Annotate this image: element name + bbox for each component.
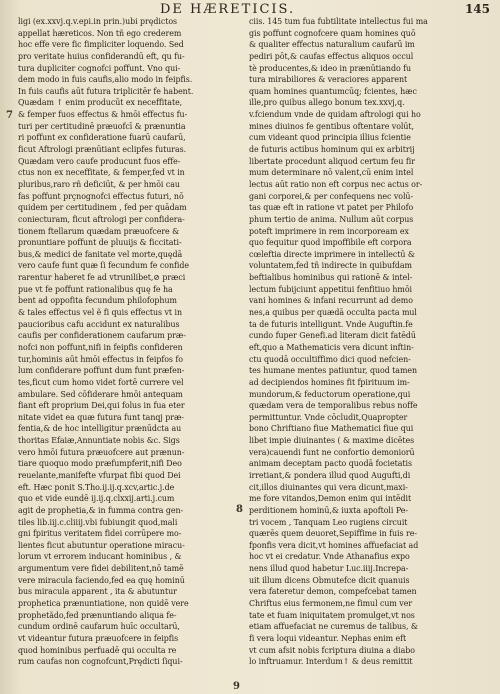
text-line: pue vt fe poffunt rationalibus quę fe ha (18, 284, 173, 294)
text-line: fentia,& de hoc intelligitur prænūdcta au (18, 424, 182, 434)
text-line: argumentum vere fidei debilitent,nō tamē (18, 564, 184, 574)
text-line: nes,a quibus per quædā occulta pacta mul (249, 308, 417, 318)
text-line: fi vera loqui videantur. Nephas enim eft (249, 633, 407, 643)
text-line: mundorum,& feductorum operatione,qui (249, 389, 411, 399)
text-line: tes,ficut cum homo videt fortē currere vel (18, 377, 184, 387)
text-line: tate et fuam iniquitatem promulget,vt nos (249, 610, 415, 620)
marginal-number-9: 9 (233, 681, 240, 692)
text-line: vere miracula faciendo,fed ea quę hominū (18, 575, 185, 585)
text-line: tura mirabiliores & veraciores apparent (249, 75, 408, 85)
text-line: tas quæ eft in ratione vt patet per Philofo (249, 203, 414, 213)
text-line: lo inftruamur. Interdum↑ & deus remittit (249, 657, 413, 667)
left-text-column (18, 16, 236, 668)
marginal-number-7: 7 (6, 110, 13, 121)
text-line: vani homines & infani recurrunt ad demo (249, 296, 413, 306)
text-line: ciis. 145 tum fua fubtilitate intellectus fui ma (249, 17, 428, 26)
text-line: tiles lib.iij.c.cliiij.vbi fubiungit quod,mali (18, 517, 178, 527)
text-line: nens illud quod habetur Luc.iiij.Increpa- (249, 564, 409, 574)
text-line: v.fciendum vnde de quidam aftrologi qui ho (249, 110, 421, 120)
text-line: bono Chriftiano fiue Mathematici fiue qui (249, 424, 414, 434)
text-line: nitate videt ea quæ futura funt tanqj præ- (18, 412, 184, 422)
text-line: tionem ftellarum quædam præuofcere & (18, 226, 180, 236)
text-line: gis poffunt cognofcere quam homines quō (249, 28, 416, 38)
text-line: pluribus,raro rñ deficiūt, & per hmōi cau (18, 179, 180, 189)
page-number: 145 (464, 2, 490, 16)
text-line: lectus aūt ratio non eft corpus nec actus or- (249, 179, 423, 189)
text-line: appellat hæreticos. Non tñ ego crederem (18, 28, 182, 38)
text-line: ta de futuris intelligunt. Vnde Auguftin.fe (249, 319, 413, 329)
text-line: fponfis vera dicit,vt homines affuefaciat ad (249, 540, 419, 550)
text-line: prophetica prænuntiatione, non quidē vere (18, 599, 189, 609)
text-line: tri vocem , Tanquam Leo rugiens circuit (249, 517, 408, 527)
text-line: coniecturam, ficut aftrologi per confidera- (18, 214, 185, 224)
text-line: gani corporei,& per confequens nec volū- (249, 191, 414, 201)
text-line: ri poffunt ex confideratione fuarū caufarū, (18, 133, 186, 143)
text-line: cit,illos diuinantes qui vera dicunt,maxi- (249, 482, 408, 492)
text-line: vera)cauendi funt ne confortio demoniorū (249, 447, 415, 457)
text-line: perditionem hominū,& iuxta apoftoli Pe- (249, 505, 408, 515)
text-line: tes humane mentes patiuntur, quod tamen (249, 366, 418, 376)
text-line: bus miracula apparent , ita & abutuntur (18, 587, 177, 597)
text-line: hoc vt ei credatur. Vnde Athanafius expo (249, 552, 410, 562)
text-line: & femper fuos effectus & hmōi effectus fu- (18, 110, 188, 120)
text-line: quærēs quem deuoret,Sepiffime in fuis re- (249, 529, 417, 539)
right-text-column (249, 16, 477, 668)
text-line: pro veritate huius confiderandū eft, qu fu- (18, 51, 185, 61)
text-line: ficut Aftrologi prænūtiant eclipfes futuras. (18, 145, 187, 155)
text-line: eft. Hæc ponit S.Tho.ij.ij.q.xcv,artic.j.de (18, 482, 175, 492)
text-line: quo fequitur quod impoffibile eft corpora (249, 238, 412, 248)
text-line: tè producentes,& ideo in prænūtiando fu (249, 63, 412, 73)
text-line: turi per certitudinē præuofcī & prænuntia (18, 121, 186, 131)
text-line: Quædam vero caufe producunt fuos effe- (18, 156, 181, 166)
text-line: mines diuinos fe gentibus oftentare volūt, (249, 121, 414, 131)
text-line: lum confiderare poffunt dum funt præfen- (18, 366, 185, 376)
text-line: lientes ficut abutuntur operatione miracu- (18, 540, 185, 550)
text-line: hoc effe vere fic fimpliciter loquendo. Sed (18, 40, 184, 50)
text-line: fas poffunt prçnognofci effectus futuri, nō (18, 191, 184, 201)
text-line: quod hominibus perfuadē qui occulta re (18, 645, 177, 655)
text-line: tiare quoquo modo præfumpferit,nifi Deo (18, 459, 182, 469)
text-line: reuelante,manifefte vfurpat fibi quod Dei (18, 470, 181, 480)
text-line: ad decipiendos homines fit fpirituum im- (249, 377, 410, 387)
text-line: quædam vera de temporalibus rebus noffe (249, 401, 418, 411)
text-line: cum videant quod principia illius fcientie (249, 133, 411, 143)
text-line: agit de prophetia,& in fumma contra gen- (18, 505, 184, 515)
text-line: libertate procedunt aliquod certum feu fir (249, 156, 415, 166)
text-line: ctus non ex neceffitate, & femper,fed vt in (18, 168, 185, 178)
text-line: rarentur haberet fe ad vtrunilibet,⊘ præci (18, 273, 186, 283)
text-line: vt cum afsit nobis fcriptura diuina a diabo (249, 645, 416, 655)
text-line: mum determinare nō valent,cū enim intel (249, 168, 414, 178)
text-line: voluntatem,fed tñ indirecte in quibufdam (249, 261, 412, 271)
text-line: beftialibus hominibus qui rationē & intel- (249, 273, 413, 283)
text-line: ambulare. Sed cōfiderare hmōi antequam (18, 389, 183, 399)
text-line: In fuis caufis aūt futura triplicitēr fe habent. (18, 86, 194, 96)
text-line: ctu quodā occultiffimo dici quod nefcien- (249, 354, 411, 364)
text-line: me fore vitandos,Demon enim qui intēdit (249, 494, 412, 504)
text-line: Quædam ↑ enim producūt ex neceffitate, (18, 98, 183, 108)
text-line: bus,& medici de fanitate vel morte,quędā (18, 249, 183, 259)
text-line: uit illum dicens Obmutefce dicit quanuis (249, 575, 410, 585)
text-line: quidem per certitudinem , fed per quādam (18, 203, 187, 213)
text-line: dem modo in fuis caufis,alio modo in feipfis. (18, 75, 193, 85)
text-line: tur,hominis aūt hmōi effectus in feipfos fo (18, 354, 183, 364)
text-line: de futuris actibus hominum qui ex arbitrij (249, 145, 415, 155)
text-line: gni fpiritus veritatem fidei corrūpere mo- (18, 529, 182, 539)
text-line: caufis per confiderationem caufarum præ- (18, 331, 186, 341)
text-line: cundum ordinē caufarum huīc occultarū, (18, 622, 180, 632)
text-line: quam homines quantumcūq; fcientes, hæc (249, 86, 417, 96)
text-line: lectum fubijciunt appetitui fenfitiuo hmōi (249, 284, 413, 294)
text-line: libet impie diuinantes ( & maxime dicētes (249, 436, 415, 446)
running-head: DE HÆRETICIS. (160, 2, 296, 17)
text-line: & qualiter effectus naturalium caufarū im (249, 40, 415, 50)
text-line: eft,quo a Mathematicis vera dicunt inftin- (249, 342, 414, 352)
text-line: etiam affuefaciat ne curemus de talibus, & (249, 622, 418, 632)
text-line: thoritas Efaiæ,Annuntiate nobis &c. Sigs (18, 436, 180, 446)
text-line: cundo fuper Genefi.ad literam dicit fatēdū (249, 331, 416, 341)
text-line: poteft imprimere in rem incorpoream ex (249, 226, 409, 236)
text-line: quo et vide eundē ij.ij.q.clxxij.arti.j.cum (18, 494, 175, 504)
marginal-number-8: 8 (236, 504, 243, 515)
text-line: vero hmōi futura præuofcere aut prænun- (18, 447, 185, 457)
text-line: fiant eft proprium Dei,qui folus in fua eter (18, 401, 185, 411)
text-line: irretiant,& pondera illud quod Augufti,di (249, 470, 411, 480)
text-line: Chriftus eius fermonem,ne fimul cum ver (249, 599, 413, 609)
text-line: ligi (ex.xxvj.q.v.epi.in prin.)ubi prędictos (18, 17, 178, 26)
text-line: prophetãdo,fed prænuntiando aliqua fe- (18, 610, 177, 620)
text-line: bent ad oppofita fecundum philofophum (18, 296, 177, 306)
text-line: paucioribus cafu accidunt ex naturalibus (18, 319, 180, 329)
text-line: pediri pōt,& caufas effectus aliquos occul (249, 51, 414, 61)
text-line: permittuntur. Vnde cōcludit,Quapropter (249, 412, 408, 422)
text-line: & tales effectus vel ẽ fi quis effectus vt in (18, 308, 182, 318)
text-line: vera fateretur demon, compefcebat tamen (249, 587, 417, 597)
text-line: vt videantur futura præuofcere in feipfis (18, 633, 179, 643)
text-line: cœleftia directe imprimere in intellectū & (249, 249, 415, 259)
text-line: lorum vt errorem inducant hominibus , & (18, 552, 182, 562)
text-line: animam deceptam pacto quodā focietatis (249, 459, 412, 469)
text-line: rum caufas non cognofcunt,Prędicti ſiqui- (18, 657, 183, 667)
text-line: nofci non poffunt,nifi in feipfis confideren (18, 342, 183, 352)
text-line: ille,pro quibus allego bonum tex.xxvj,q. (249, 98, 405, 108)
text-line: pronuntiare poffunt de pluuijs & ficcitati- (18, 238, 182, 248)
text-line: tura dupliciter cognofci poffunt. Vno qui- (18, 63, 181, 73)
text-line: vero caufe funt quæ ſi fecundum fe confide (18, 261, 189, 271)
text-line: phum tertio de anima. Nullum aūt corpus (249, 214, 414, 224)
